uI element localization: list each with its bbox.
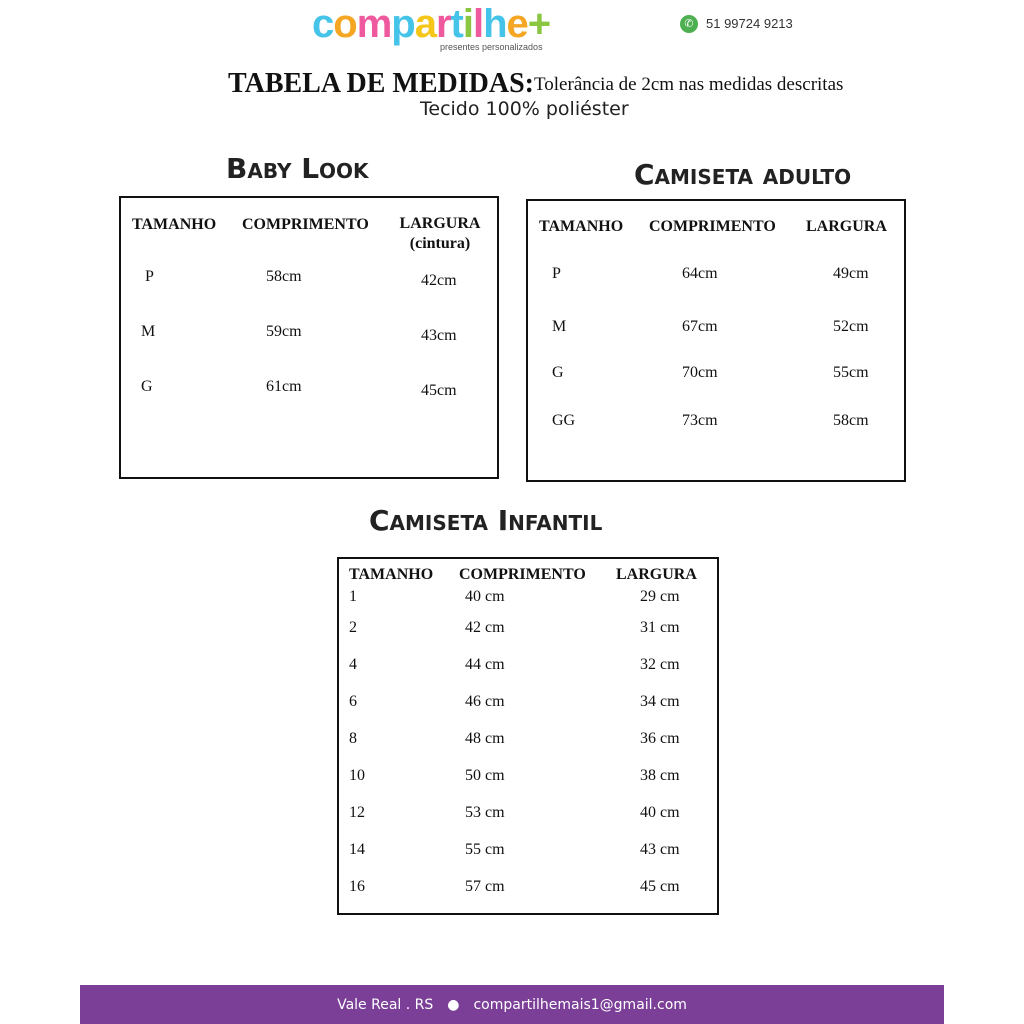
table-cell: 10 [349, 767, 365, 784]
table-cell: 53 cm [465, 804, 505, 821]
table-cell: 61cm [266, 378, 302, 395]
table-cell: 58cm [833, 412, 869, 429]
table-cell: M [552, 318, 567, 335]
baby-look-header-waist: (cintura) [409, 235, 471, 252]
table-cell: 57 cm [465, 878, 505, 895]
adulto-table [526, 199, 906, 482]
table-cell: 6 [349, 693, 357, 710]
table-cell: G [552, 364, 564, 381]
logo-letter: l [472, 2, 484, 46]
table-cell: 40 cm [465, 588, 505, 605]
table-cell: 46 cm [465, 693, 505, 710]
table-cell: 59cm [266, 323, 302, 340]
logo-letter: r [435, 2, 451, 46]
table-cell: 36 cm [640, 730, 680, 747]
logo-letter: + [527, 2, 551, 46]
table-cell: 55cm [833, 364, 869, 381]
logo-letter: t [450, 2, 463, 46]
table-cell: 12 [349, 804, 365, 821]
table-cell: 73cm [682, 412, 718, 429]
logo-letter: i [462, 2, 473, 46]
table-cell: 14 [349, 841, 365, 858]
infantil-header-length: COMPRIMENTO [459, 566, 586, 583]
table-cell: 43cm [421, 327, 457, 344]
table-cell: 58cm [266, 268, 302, 285]
table-cell: 31 cm [640, 619, 680, 636]
table-cell: 52cm [833, 318, 869, 335]
baby-look-header-size: TAMANHO [132, 216, 217, 233]
logo-letter: o [333, 2, 357, 46]
table-cell: 42 cm [465, 619, 505, 636]
table-cell: 8 [349, 730, 357, 747]
baby-look-header-width: LARGURA [399, 215, 481, 232]
tolerance-note: Tolerância de 2cm nas medidas descritas [534, 74, 844, 95]
footer-location: Vale Real . RS [337, 997, 434, 1013]
adulto-header-width: LARGURA [806, 218, 887, 235]
table-cell: 42cm [421, 272, 457, 289]
table-cell: GG [552, 412, 576, 429]
table-cell: 45 cm [640, 878, 680, 895]
table-cell: 55 cm [465, 841, 505, 858]
adulto-header-size: TAMANHO [539, 218, 624, 235]
logo-letter: m [356, 2, 392, 46]
footer-bar [80, 985, 944, 1024]
infantil-title: Camiseta Infantil [369, 504, 603, 537]
table-cell: M [141, 323, 156, 340]
fabric-note: Tecido 100% poliéster [420, 98, 629, 120]
baby-look-header-length: COMPRIMENTO [242, 216, 369, 233]
table-cell: P [552, 265, 561, 282]
table-cell: G [141, 378, 153, 395]
table-cell: 43 cm [640, 841, 680, 858]
footer-contact [80, 997, 944, 1013]
adulto-header-length: COMPRIMENTO [649, 218, 776, 235]
table-cell: 70cm [682, 364, 718, 381]
table-cell: 48 cm [465, 730, 505, 747]
table-cell: 34 cm [640, 693, 680, 710]
table-cell: P [145, 268, 154, 285]
logo-letter: c [312, 2, 334, 46]
table-cell: 50 cm [465, 767, 505, 784]
table-cell: 67cm [682, 318, 718, 335]
whatsapp-icon: ✆ [680, 15, 698, 33]
table-cell: 16 [349, 878, 365, 895]
logo-subtitle: presentes personalizados [440, 42, 543, 52]
table-cell: 2 [349, 619, 357, 636]
table-cell: 64cm [682, 265, 718, 282]
footer-separator: ● [447, 997, 460, 1013]
infantil-header-size: TAMANHO [349, 566, 434, 583]
logo-letter: a [414, 2, 436, 46]
baby-look-title: Baby Look [226, 152, 369, 185]
logo-letter: e [506, 2, 528, 46]
table-cell: 1 [349, 588, 357, 605]
table-cell: 29 cm [640, 588, 680, 605]
table-cell: 44 cm [465, 656, 505, 673]
footer-email[interactable]: compartilhemais1@gmail.com [473, 997, 687, 1013]
table-cell: 49cm [833, 265, 869, 282]
infantil-header-width: LARGURA [616, 566, 697, 583]
table-cell: 38 cm [640, 767, 680, 784]
adulto-title: Camiseta adulto [634, 158, 852, 191]
brand-logo [312, 2, 550, 46]
table-cell: 4 [349, 656, 357, 673]
logo-letter: h [483, 2, 507, 46]
phone-number: 51 99724 9213 [706, 16, 793, 31]
table-cell: 40 cm [640, 804, 680, 821]
table-cell: 32 cm [640, 656, 680, 673]
table-cell: 45cm [421, 382, 457, 399]
page-title: TABELA DE MEDIDAS: [228, 68, 534, 99]
logo-letter: p [391, 2, 415, 46]
